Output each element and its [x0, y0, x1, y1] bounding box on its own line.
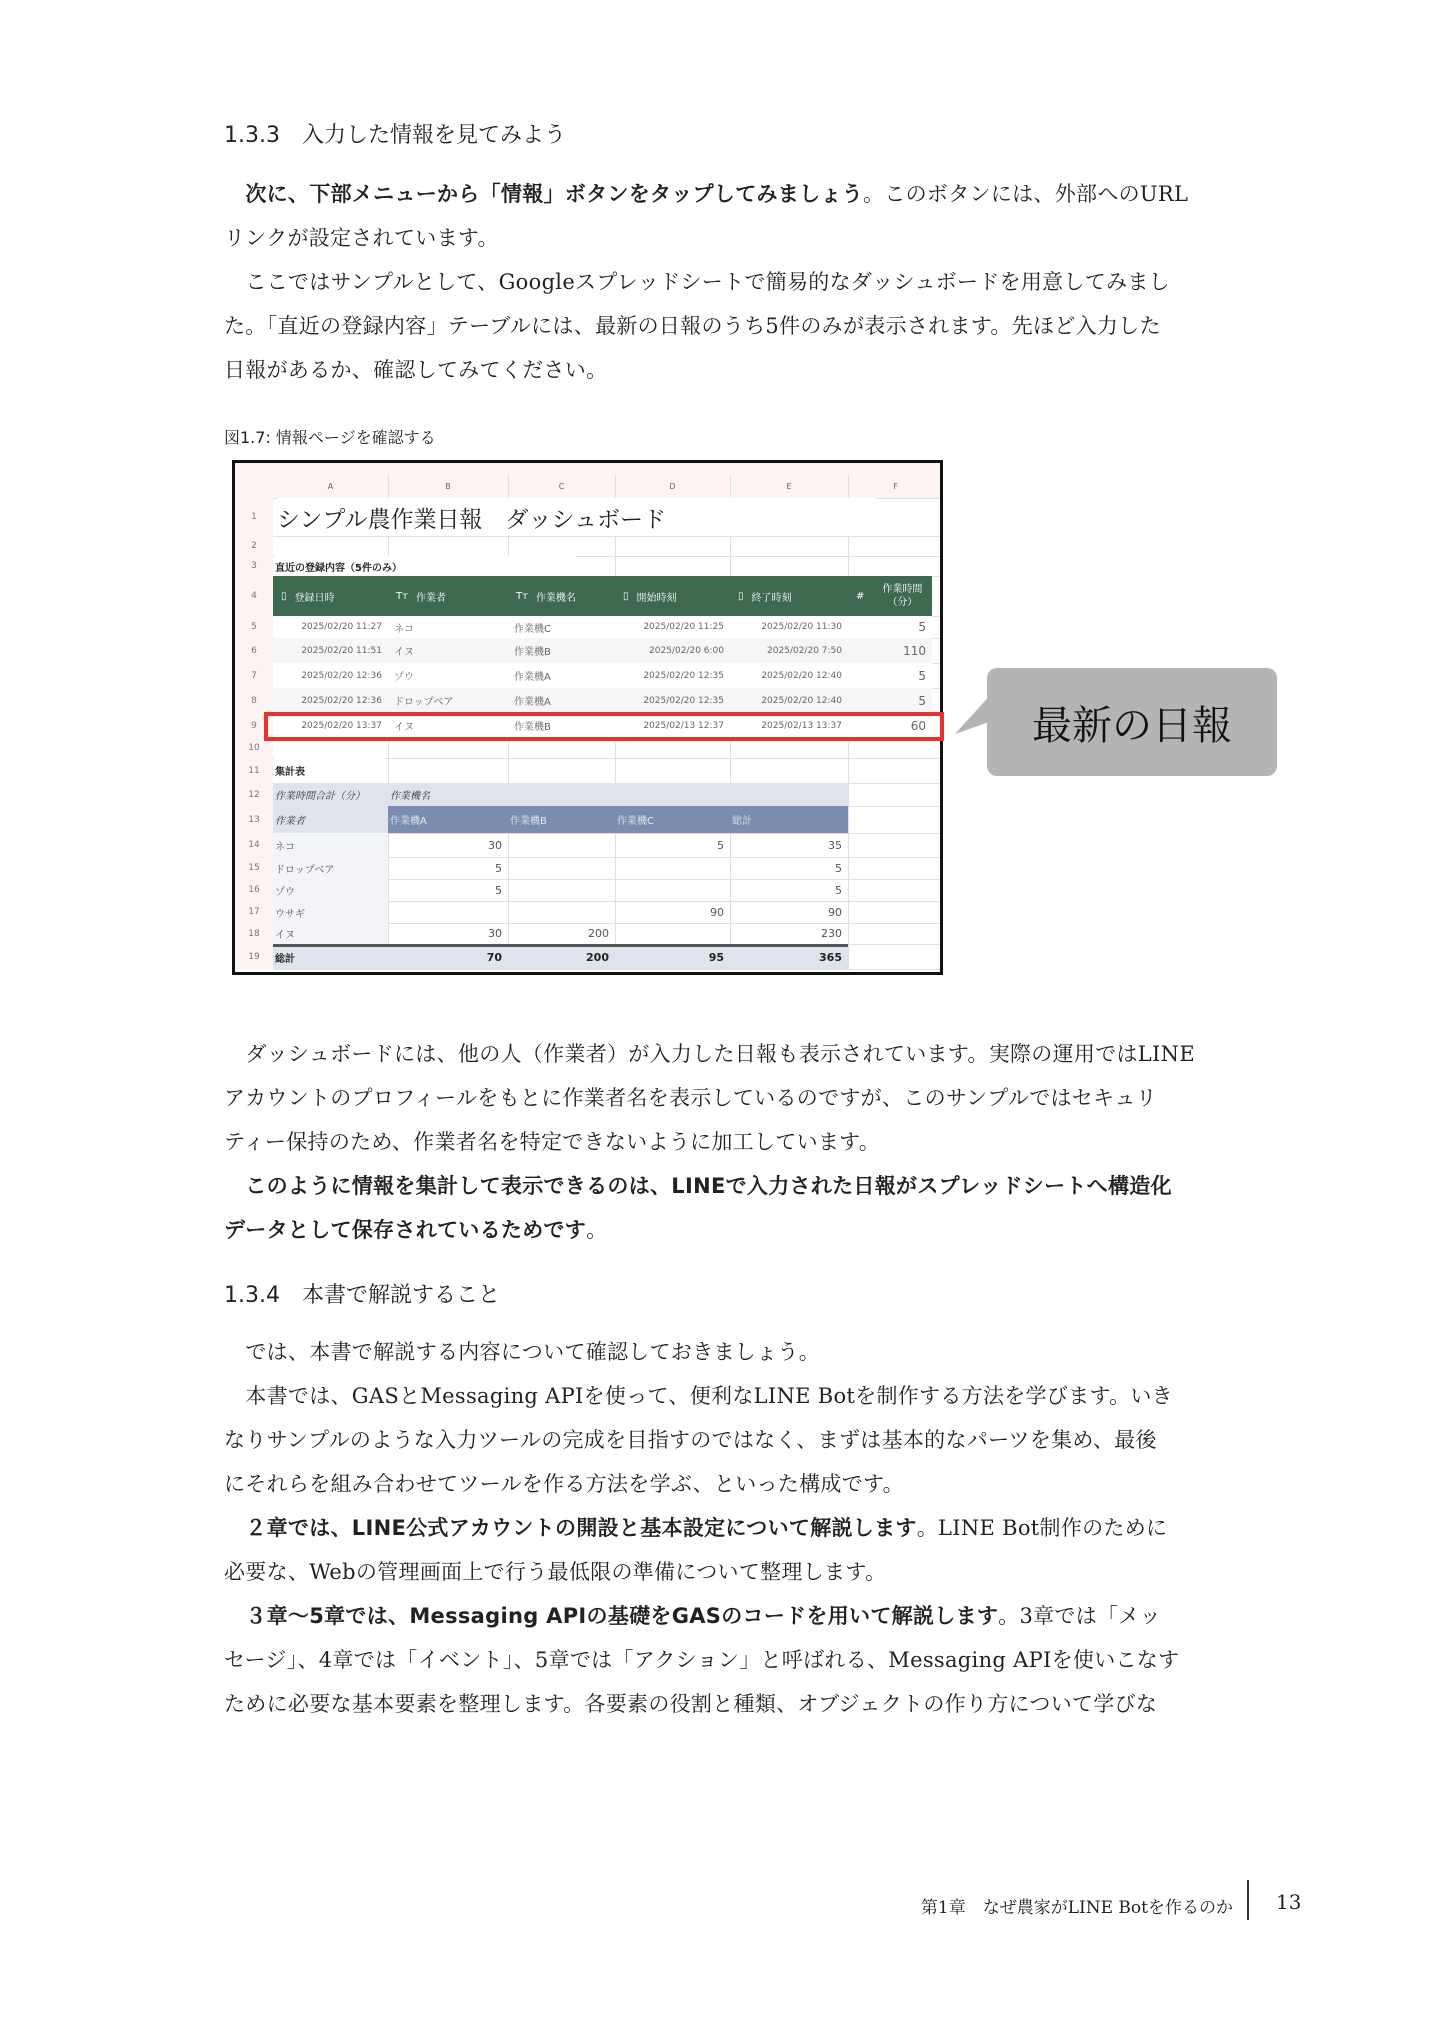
pivot-cell — [388, 901, 508, 923]
paragraph-info-button — [224, 172, 1316, 260]
text: なりサンプルのような入力ツールの完成を目指すのではなく、まずは基本的なパーツを集め、最後 — [224, 1428, 1157, 1452]
text: 本書では、GASとMessaging APIを使って、便利なLINE Botを制作する方法を学びます。いき — [245, 1384, 1173, 1408]
recent-cell: 2025/02/20 12:40 — [761, 695, 842, 706]
row-number: 9 — [251, 720, 257, 731]
pivot-cell — [615, 923, 730, 944]
text: 日報があるか、確認してみてください。 — [224, 358, 608, 382]
pivot-cell: 5 — [835, 883, 842, 897]
pivot-cell: ゾウ — [275, 886, 295, 898]
recent-cell: 2025/02/20 7:50 — [767, 645, 842, 656]
pivot-cell: 5 — [495, 883, 502, 897]
recent-cell: 2025/02/20 11:51 — [301, 645, 382, 656]
paragraph-other-users — [224, 1032, 1316, 1164]
text: ここではサンプルとして、Googleスプレッドシートで簡易的なダッシュボードを用意してみまし — [245, 270, 1170, 294]
recent-cell: 2025/02/20 13:37 — [301, 720, 382, 731]
dashboard-title: シンプル農作業日報 ダッシュボード — [277, 498, 877, 536]
recent-header-4 — [615, 576, 730, 616]
pivot-column-header: 作業機A — [390, 816, 427, 827]
grid-line — [273, 536, 943, 537]
recent-cell: 2025/02/20 11:27 — [301, 622, 382, 632]
pivot-cell: 5 — [835, 861, 842, 875]
row-number: 5 — [251, 622, 257, 632]
pivot-cell: 200 — [588, 927, 609, 940]
number-icon: # — [856, 590, 865, 602]
pivot-cell: 5 — [495, 861, 502, 875]
pivot-total-cell: 95 — [708, 951, 724, 964]
paragraph-structured-data — [224, 1164, 1316, 1252]
recent-cell: 2025/02/20 12:36 — [301, 695, 382, 706]
text: 必要な、Webの管理画面上で行う最低限の準備について整理します。 — [224, 1560, 887, 1584]
column-letter-A: A — [327, 482, 334, 491]
recent-cell: 作業機B — [514, 647, 551, 658]
recent-cell: 5 — [918, 668, 926, 683]
column-letter-D: D — [669, 482, 676, 491]
header-label: 登録日時 — [294, 592, 335, 604]
text: 。3章では「メッ — [998, 1604, 1161, 1628]
recent-header-6 — [848, 576, 932, 616]
pivot-cell: ウサギ — [275, 908, 305, 920]
section-heading-1-3-4: 1.3.4 本書で解説すること — [224, 1283, 500, 1308]
recent-cell: 2025/02/13 13:37 — [761, 720, 842, 731]
bold-text: このように情報を集計して表示できるのは、LINEで入力された日報がスプレッドシートへ構造化 — [245, 1174, 1172, 1198]
paragraph-intro — [224, 1330, 1316, 1374]
recent-cell: 作業機C — [514, 623, 551, 635]
recent-cell: 60 — [910, 718, 926, 733]
pivot-corner-label: 作業時間合計（分） — [275, 791, 365, 802]
pivot-cell — [508, 901, 615, 923]
section-heading-1-3-3: 1.3.3 入力した情報を見てみよう — [224, 123, 566, 148]
latest-row-highlight — [264, 712, 944, 741]
text: セージ」、4章では「イベント」、5章では「アクション」と呼ばれる、Messaging APIを使いこなす — [224, 1648, 1180, 1672]
figure-caption: 図1.7: 情報ページを確認する — [224, 428, 436, 447]
header-label-unit: （分） — [887, 597, 918, 608]
text: ティー保持のため、作業者名を特定できないように加工しています。 — [224, 1130, 881, 1154]
pivot-column-header: 作業機B — [510, 816, 547, 827]
pivot-cell: 90 — [710, 905, 724, 919]
row-number: 16 — [248, 885, 260, 895]
text-type-icon: Tт — [516, 590, 528, 602]
text: 。LINE Bot制作のために — [916, 1516, 1168, 1540]
running-footer: 第1章 なぜ農家がLINE Botを作るのか — [920, 1898, 1233, 1918]
row-number: 11 — [248, 765, 260, 776]
text: た。「直近の登録内容」テーブルには、最新の日報のうち5件のみが表示されます。先ほど入力した — [224, 314, 1161, 338]
header-label: 終了時刻 — [751, 592, 792, 604]
column-letter-E: E — [786, 482, 792, 491]
row-number: 10 — [248, 743, 260, 753]
pivot-cell: 30 — [488, 838, 502, 852]
recent-entries-label: 直近の登録内容（5件のみ） — [275, 556, 575, 576]
pivot-cell: 5 — [717, 838, 724, 852]
row-number: 6 — [251, 645, 257, 656]
pivot-cell: 230 — [821, 927, 842, 940]
pivot-cell — [508, 833, 615, 857]
row-number: 19 — [248, 951, 260, 962]
recent-cell: ネコ — [394, 623, 414, 635]
row-number: 13 — [248, 814, 260, 825]
paragraph-dashboard — [224, 260, 1316, 392]
header-label: 作業者 — [415, 592, 446, 604]
calendar-icon: ▯ — [738, 590, 744, 602]
bold-instruction: 次に、下部メニューから「情報」ボタンをタップしてみましょう — [245, 182, 864, 206]
pivot-cell — [615, 857, 730, 879]
header-label: 作業時間 — [882, 584, 923, 595]
text: リンクが設定されています。 — [224, 226, 499, 250]
recent-header-3 — [508, 576, 615, 616]
recent-cell: イヌ — [394, 722, 414, 733]
summary-table-label: 集計表 — [275, 758, 385, 783]
calendar-icon: ▯ — [281, 590, 287, 602]
pivot-cell: 90 — [828, 905, 842, 919]
pivot-column-group-label: 作業機名 — [390, 791, 430, 802]
pivot-column-header: 作業機C — [617, 816, 654, 827]
recent-cell: 2025/02/13 12:37 — [643, 720, 724, 731]
row-number: 15 — [248, 863, 260, 873]
recent-cell: ゾウ — [394, 672, 414, 683]
recent-cell: 2025/02/20 12:35 — [643, 695, 724, 706]
callout-text: 最新の日報 — [1032, 702, 1232, 749]
row-number: 4 — [251, 591, 257, 601]
recent-header-5 — [730, 576, 848, 616]
recent-cell: 5 — [918, 620, 926, 634]
row-number: 18 — [248, 928, 260, 939]
page-number: 13 — [1276, 1890, 1302, 1914]
recent-cell: 2025/02/20 6:00 — [649, 645, 724, 656]
row-number: 12 — [248, 789, 260, 800]
header-label: 作業機名 — [535, 592, 576, 604]
text: にそれらを組み合わせてツールを作る方法を学ぶ、といった構成です。 — [224, 1472, 904, 1496]
recent-cell: ドロップベア — [394, 697, 454, 708]
text: 。このボタンには、外部へのURL — [863, 182, 1189, 206]
pivot-cell — [615, 879, 730, 901]
row-number: 1 — [251, 512, 257, 522]
pivot-total-cell: 200 — [586, 951, 609, 964]
bold-text: データとして保存されているためです — [224, 1218, 587, 1242]
pivot-total-cell: 70 — [486, 951, 502, 964]
row-number: 17 — [248, 907, 260, 917]
recent-cell: 5 — [918, 693, 926, 708]
row-number: 3 — [251, 561, 257, 571]
recent-cell: 2025/02/20 11:30 — [761, 622, 842, 632]
recent-cell: 作業機A — [514, 672, 551, 683]
pivot-cell: ネコ — [275, 841, 295, 853]
text: アカウントのプロフィールをもとに作業者名を表示しているのですが、このサンプルではセキュリ — [224, 1086, 1157, 1110]
recent-header-2 — [388, 576, 508, 616]
text: 。 — [586, 1218, 608, 1242]
pivot-cell — [508, 857, 615, 879]
recent-cell: イヌ — [394, 647, 414, 658]
bold-text: ３章〜5章では、Messaging APIの基礎をGASのコードを用いて解説します — [245, 1604, 999, 1628]
calendar-icon: ▯ — [623, 590, 629, 602]
paragraph-chapter-3-5 — [224, 1594, 1316, 1726]
row-number: 8 — [251, 695, 257, 706]
paragraph-book-overview — [224, 1374, 1316, 1506]
recent-header-1 — [273, 576, 388, 616]
text: ために必要な基本要素を整理します。各要素の役割と種類、オブジェクトの作り方について学びな — [224, 1692, 1158, 1716]
recent-cell: 2025/02/20 11:25 — [643, 622, 724, 632]
recent-cell: 作業機A — [514, 697, 551, 708]
pivot-cell: ドロップベア — [275, 864, 335, 876]
pivot-cell — [508, 879, 615, 901]
pivot-cell: 30 — [488, 927, 502, 940]
recent-cell: 作業機B — [514, 722, 551, 733]
pivot-cell: 35 — [828, 838, 842, 852]
pivot-cell: イヌ — [275, 930, 295, 941]
pivot-column-header: 総計 — [732, 816, 752, 827]
row-number: 14 — [248, 840, 260, 850]
recent-cell: 2025/02/20 12:35 — [643, 670, 724, 681]
row-number: 2 — [251, 541, 257, 551]
text: ダッシュボードには、他の人（作業者）が入力した日報も表示されています。実際の運用ではLINE — [245, 1042, 1195, 1066]
recent-cell: 2025/02/20 12:40 — [761, 670, 842, 681]
pivot-total-cell: 総計 — [275, 954, 295, 965]
header-label: 開始時刻 — [636, 592, 677, 604]
bold-text: ２章では、LINE公式アカウントの開設と基本設定について解説します — [245, 1516, 917, 1540]
footer-divider — [1247, 1880, 1249, 1920]
recent-cell: 110 — [903, 643, 926, 658]
column-letter-C: C — [558, 482, 565, 491]
paragraph-chapter-2 — [224, 1506, 1316, 1594]
text: では、本書で解説する内容について確認しておきましょう。 — [245, 1340, 820, 1364]
column-letter-F: F — [893, 482, 898, 491]
row-number: 7 — [251, 670, 257, 681]
text-type-icon: Tт — [396, 590, 408, 602]
column-letter-B: B — [445, 482, 451, 491]
grid-line — [273, 969, 943, 970]
pivot-total-cell: 365 — [819, 951, 842, 964]
recent-cell: 2025/02/20 12:36 — [301, 670, 382, 681]
pivot-row-header: 作業者 — [273, 806, 388, 833]
